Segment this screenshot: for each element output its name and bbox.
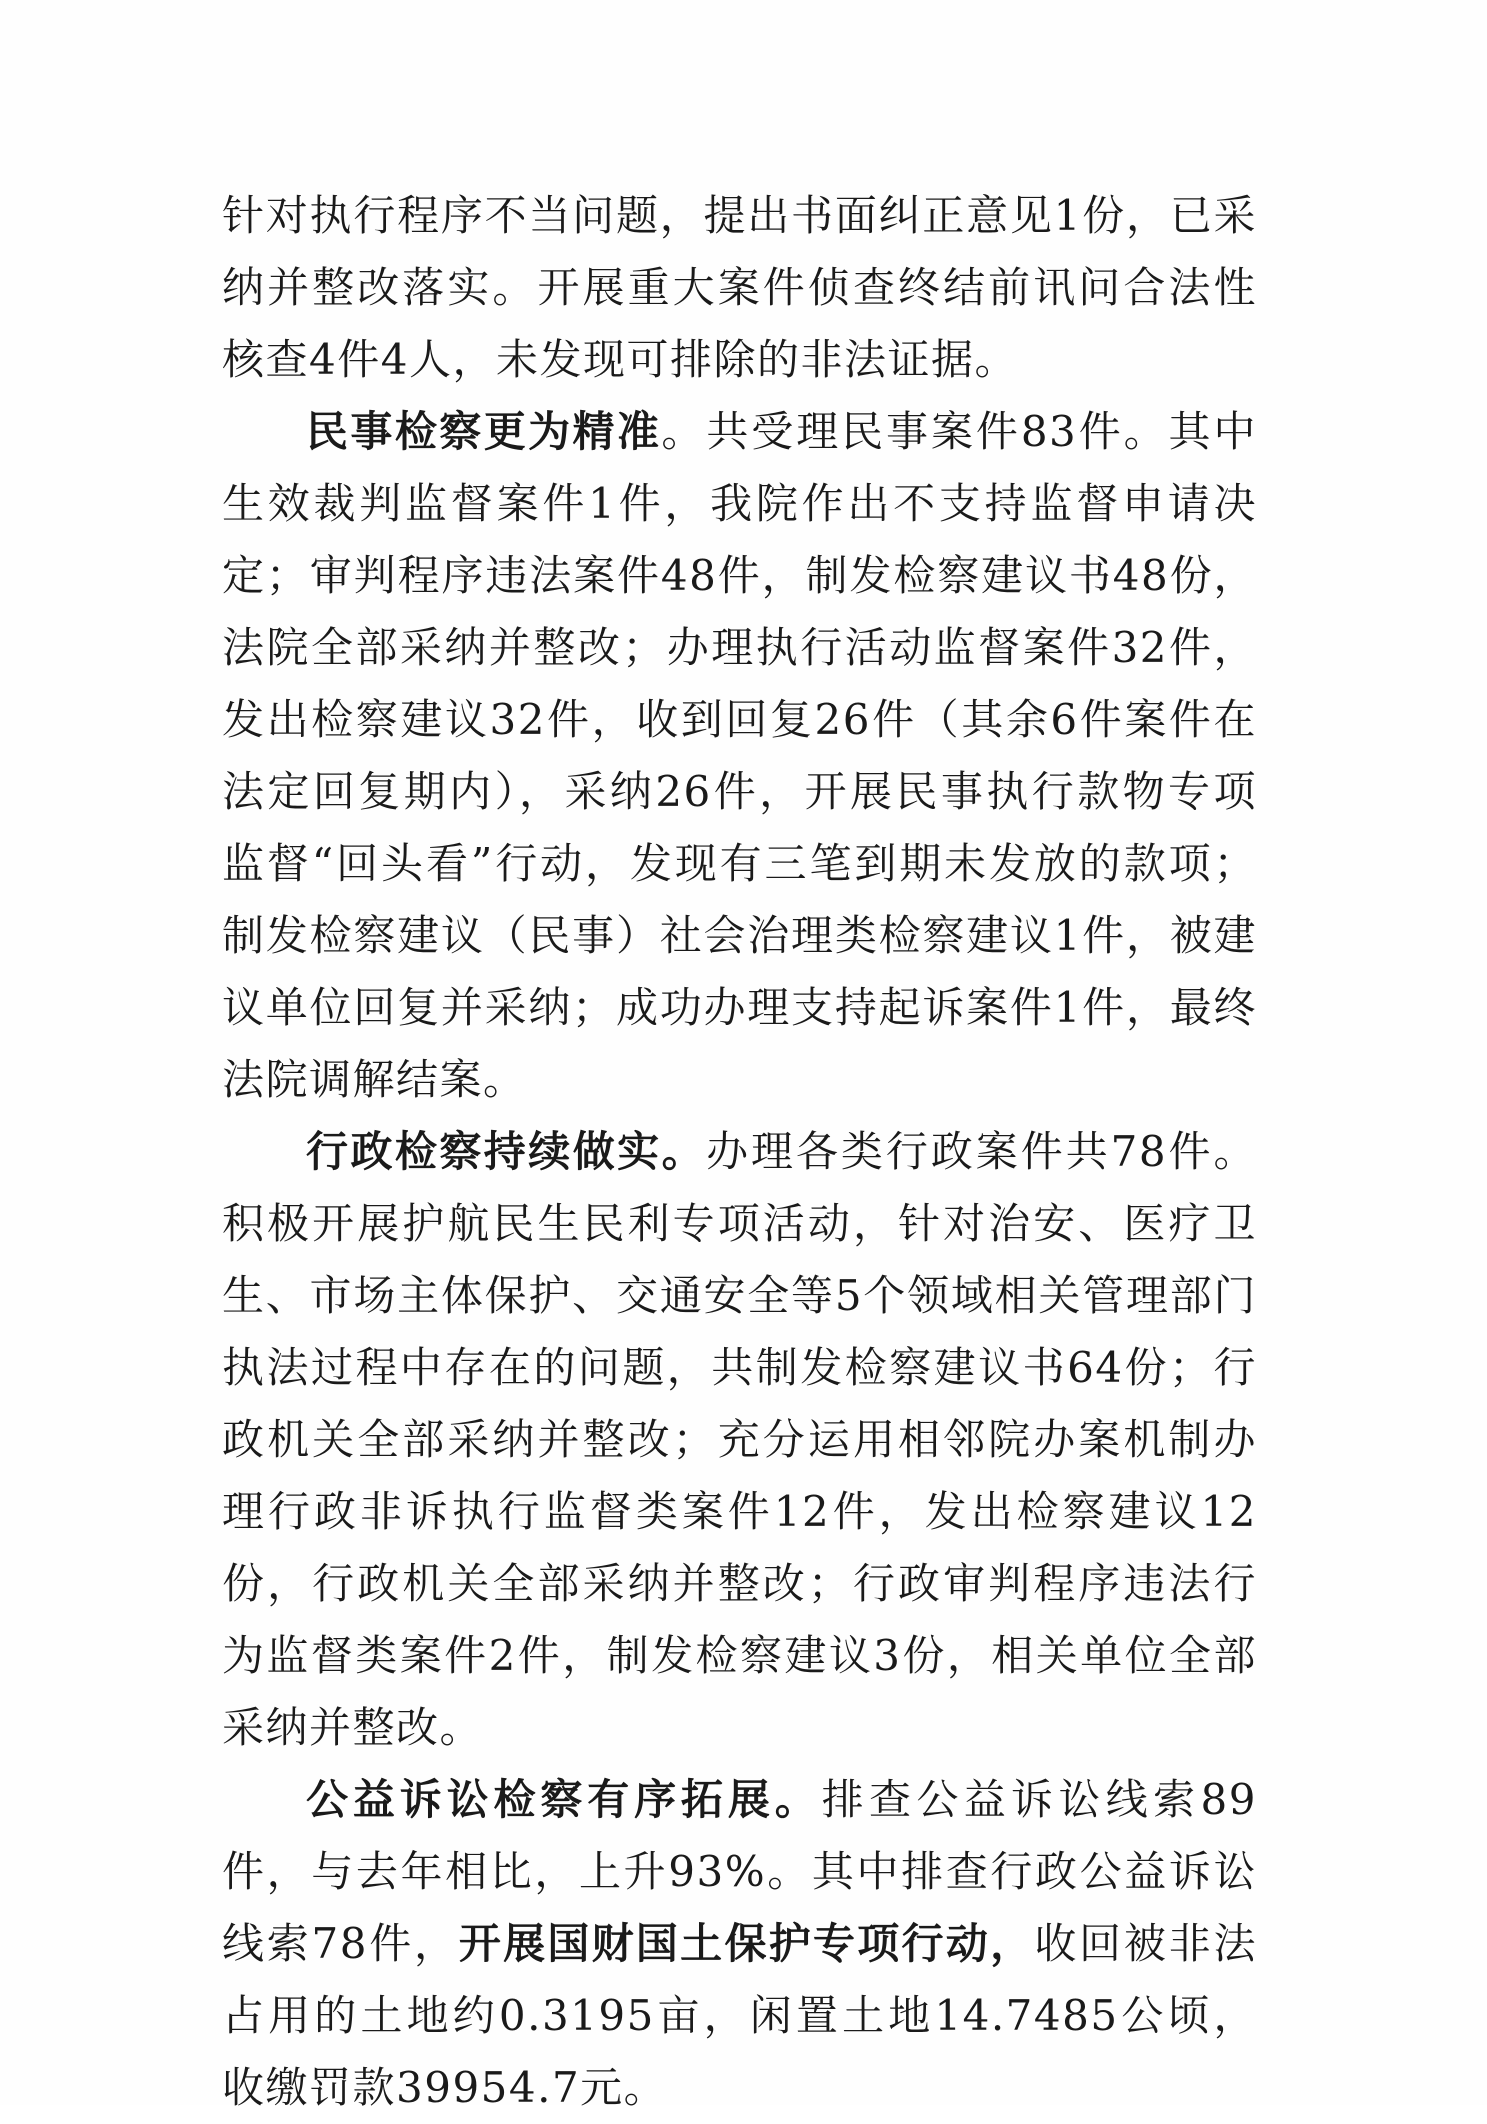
paragraph-public-interest-litigation	[222, 1764, 1257, 2124]
paragraph-text: 排查公益诉讼线索89件，与去年相比，上升93%。其中排查行政公益诉讼线索78件，	[222, 1775, 1257, 1968]
document-body	[222, 180, 1257, 2124]
paragraph-text: 针对执行程序不当问题，提出书面纠正意见1份，已采纳并整改落实。开展重大案件侦查终结前讯问合法性核查4件4人，未发现可排除的非法证据。	[222, 191, 1257, 384]
paragraph-text: 收回被非法占用的土地约0.3195亩，闲置土地14.7485公顷，收缴罚款39954.7元。	[222, 1919, 1257, 2112]
paragraph-text: 。共受理民事案件83件。其中生效裁判监督案件1件，我院作出不支持监督申请决定；审判程序违法案件48件，制发检察建议书48份，法院全部采纳并整改；办理执行活动监督案件32件，发出检察建议32件，收到回复26件（其余6件案件在法定回复期内），采纳26件，开展民事执行款物专项监督“回头看”行动，发现有三笔到期未发放的款项；制发检察建议（民事）社会治理类检察建议1件，被建议单位回复并采纳；成功办理支持起诉案件1件，最终法院调解结案。	[222, 407, 1257, 1104]
paragraph-criminal-continued	[222, 180, 1257, 396]
section-heading-administrative: 行政检察持续做实。	[306, 1127, 707, 1176]
section-heading-public-interest: 公益诉讼检察有序拓展。	[306, 1775, 822, 1824]
paragraph-administrative-procuratorate	[222, 1116, 1257, 1764]
bold-phrase-special-action: 开展国财国土保护专项行动，	[458, 1919, 1035, 1968]
section-heading-civil: 民事检察更为精准	[306, 407, 662, 456]
paragraph-civil-procuratorate	[222, 396, 1257, 1116]
paragraph-text: 办理各类行政案件共78件。积极开展护航民生民利专项活动，针对治安、医疗卫生、市场主体保护、交通安全等5个领域相关管理部门执法过程中存在的问题，共制发检察建议书64份；行政机关全部采纳并整改；充分运用相邻院办案机制办理行政非诉执行监督类案件12件，发出检察建议12份，行政机关全部采纳并整改；行政审判程序违法行为监督类案件2件，制发检察建议3份，相关单位全部采纳并整改。	[222, 1127, 1257, 1752]
